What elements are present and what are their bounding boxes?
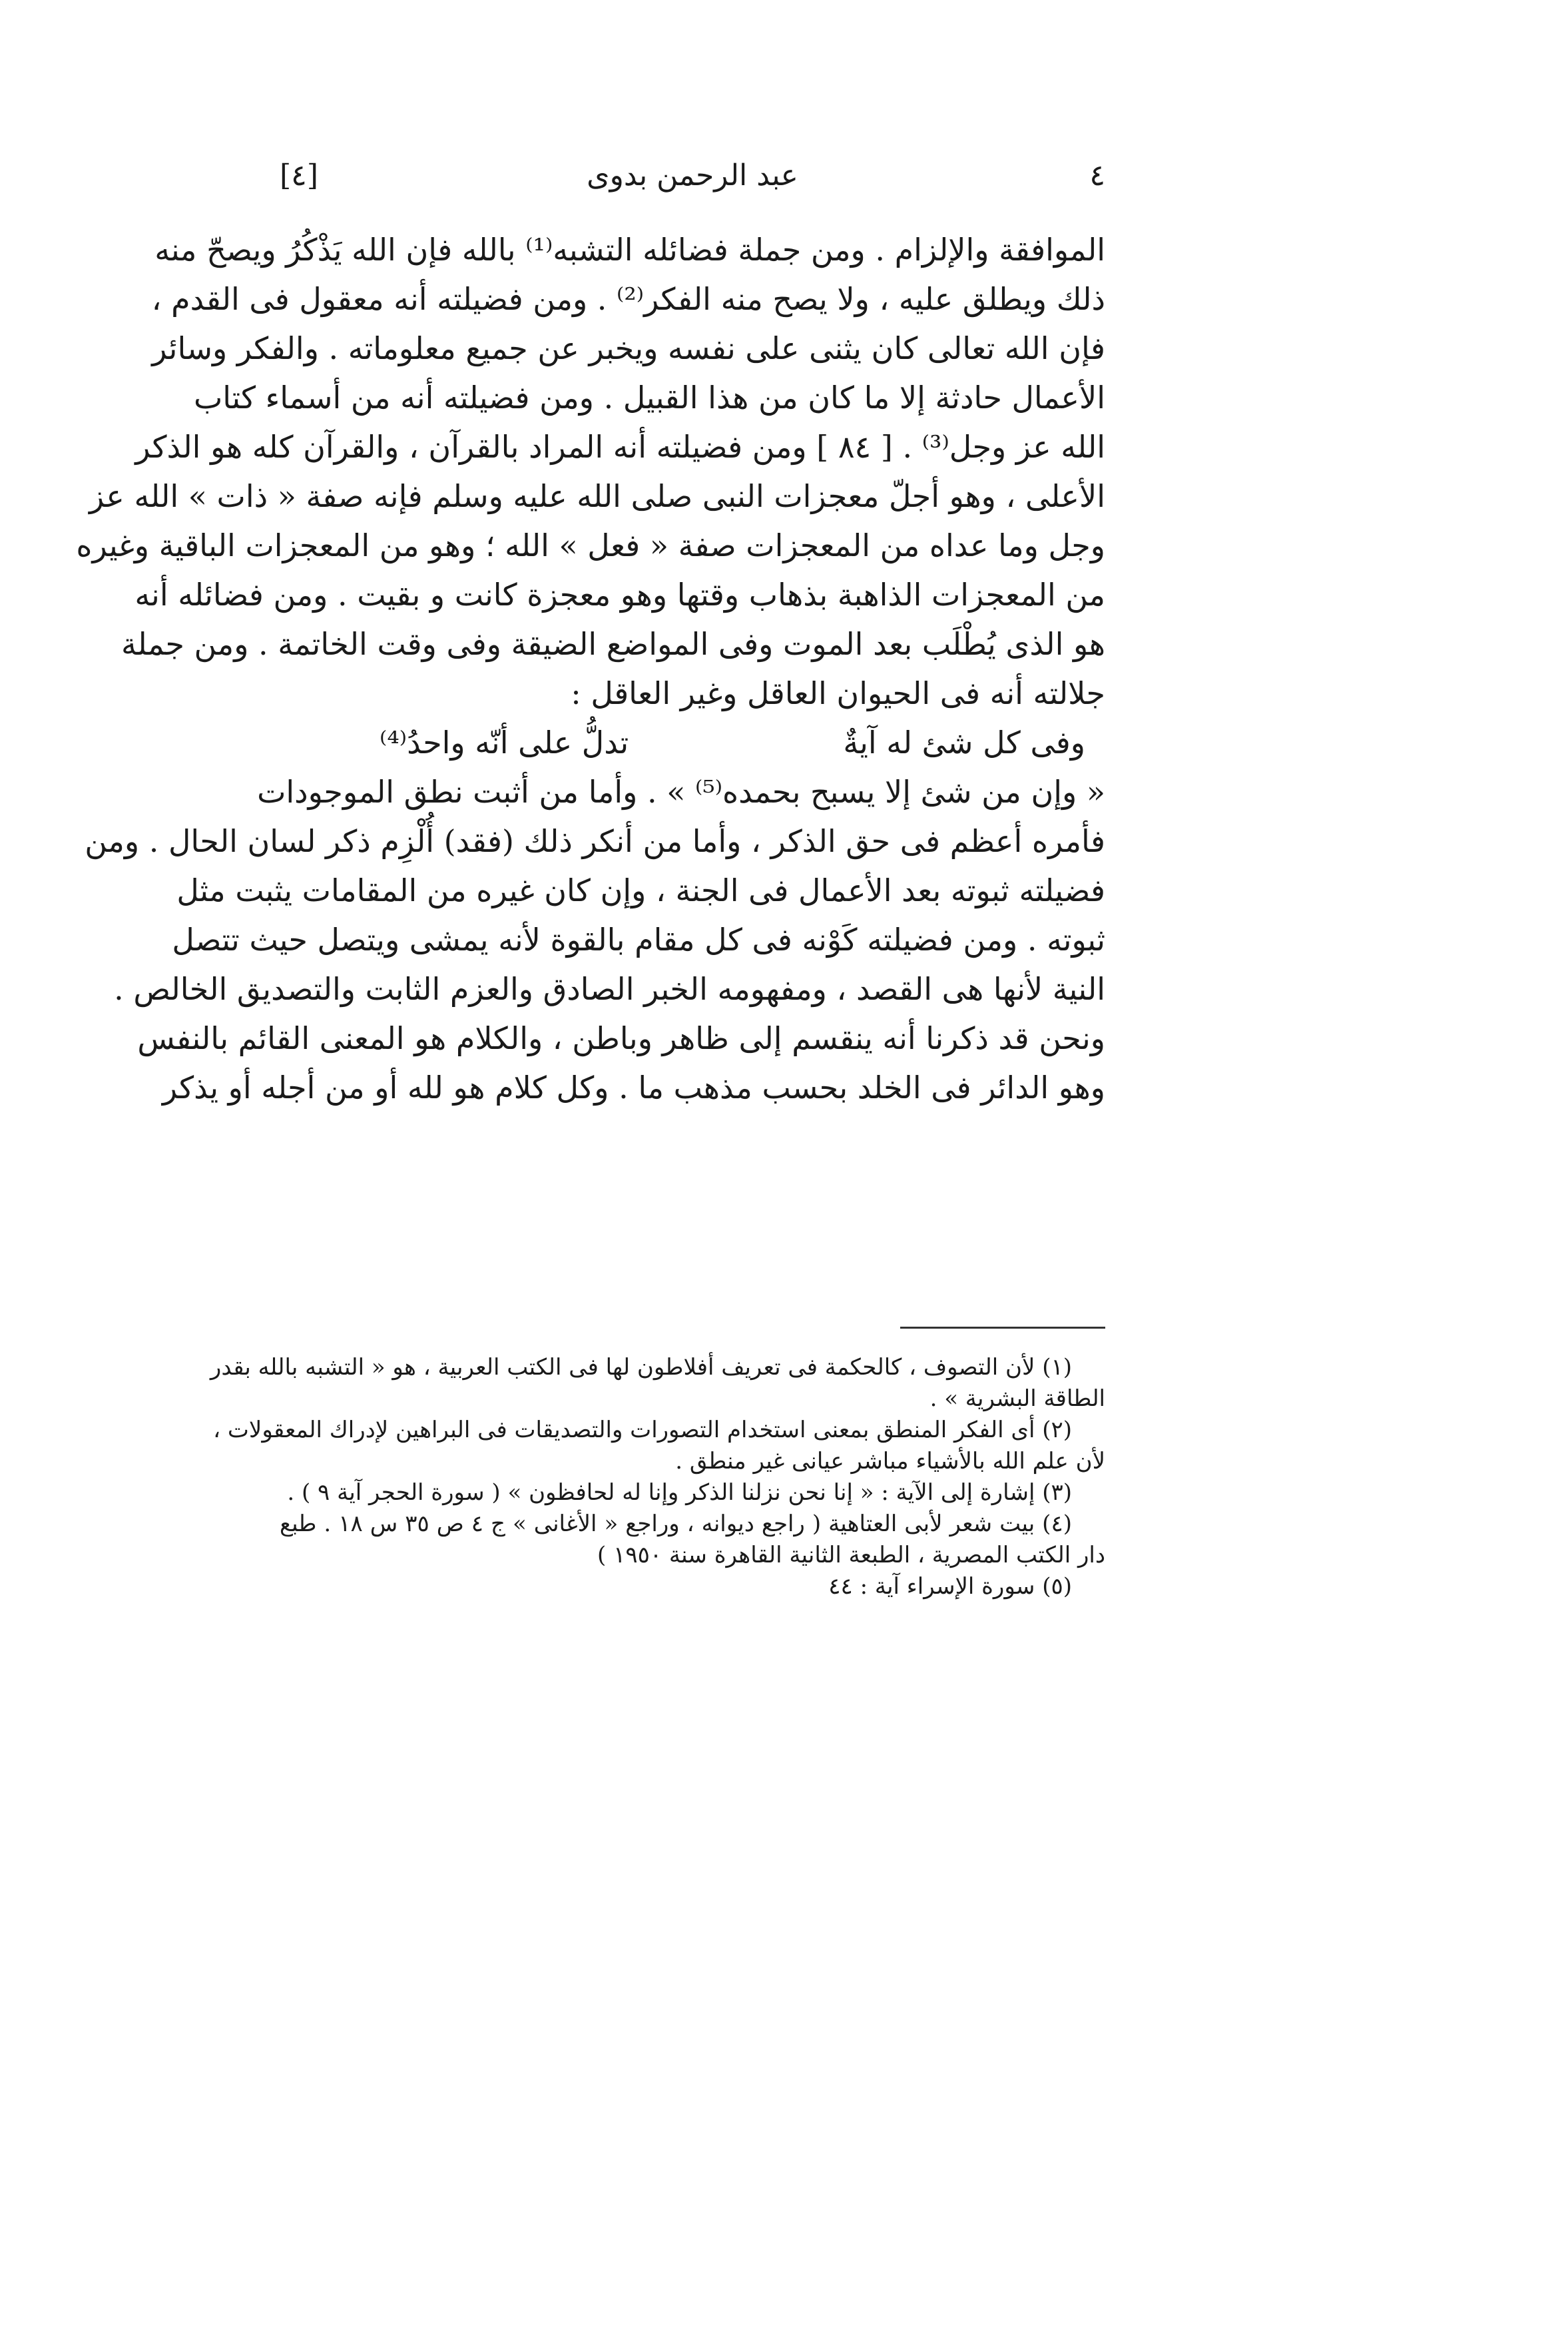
footnote-line: (٣) إشارة إلى الآية : « إنا نحن نزلنا الذكر وإنا له لحافظون » ( سورة الحجر آية ٩ ) . xyxy=(287,1479,1072,1506)
text-line: النية لأنها هى القصد ، ومفهومه الخبر الصادق والعزم الثابت والتصديق الخالص . xyxy=(114,971,1105,1007)
verse-first-hemistich: وفى كل شئ له آيةٌ xyxy=(843,725,1085,761)
poem-verse xyxy=(280,718,1105,767)
original-page-number: [٤] xyxy=(280,159,318,192)
text-line: فضيلته ثبوته بعد الأعمال فى الجنة ، وإن كان غيره من المقامات يثبت مثل xyxy=(176,872,1105,908)
footnote-line: (٢) أى الفكر المنطق بمعنى استخدام التصورات والتصديقات فى البراهين لإدراك المعقولات ، xyxy=(213,1417,1072,1443)
footnote-line: (٥) سورة الإسراء آية : ٤٤ xyxy=(828,1573,1072,1600)
text-line: وجل وما عداه من المعجزات صفة « فعل » الله ؛ وهو من المعجزات الباقية وغيره xyxy=(76,527,1105,563)
running-header xyxy=(280,159,1105,205)
verse-second-hemistich: تدلُّ على أنّه واحدُ⁽⁴⁾ xyxy=(380,725,629,761)
text-line: فأمره أعظم فى حق الذكر ، وأما من أنكر ذلك (فقد) أُلْزِم ذكر لسان الحال . ومن xyxy=(85,823,1105,859)
text-line: وهو الدائر فى الخلد بحسب مذهب ما . وكل كلام هو لله أو من أجله أو يذكر xyxy=(162,1070,1105,1106)
footnote-line: الطاقة البشرية » . xyxy=(929,1385,1105,1412)
text-line: جلالته أنه فى الحيوان العاقل وغير العاقل : xyxy=(571,675,1105,711)
footnote-line: (١) لأن التصوف ، كالحكمة فى تعريف أفلاطون لها فى الكتب العربية ، هو « التشبه بالله بقدر xyxy=(210,1354,1072,1381)
text-line: « وإن من شئ إلا يسبح بحمده⁽⁵⁾ » . وأما من أثبت نطق الموجودات xyxy=(257,774,1105,810)
main-text xyxy=(76,225,1105,1112)
text-line: هو الذى يُطْلَب بعد الموت وفى المواضع الضيقة وفى وقت الخاتمة . ومن جملة xyxy=(121,626,1105,662)
text-line: ثبوته . ومن فضيلته كَوْنه فى كل مقام بالقوة لأنه يمشى ويتصل حيث تتصل xyxy=(172,922,1105,958)
footnotes xyxy=(210,1352,1105,1602)
text-line: من المعجزات الذاهبة بذهاب وقتها وهو معجزة كانت و بقيت . ومن فضائله أنه xyxy=(134,577,1105,613)
footnote-divider xyxy=(900,1327,1105,1329)
text-line: ذلك ويطلق عليه ، ولا يصح منه الفكر⁽²⁾ . ومن فضيلته أنه معقول فى القدم ، xyxy=(151,281,1105,317)
footnote-line: (٤) بيت شعر لأبى العتاهية ( راجع ديوانه ، وراجع « الأغانى » ج ٤ ص ٣٥ س ١٨ . طبع xyxy=(280,1510,1072,1537)
footnote-line: دار الكتب المصرية ، الطبعة الثانية القاهرة سنة ١٩٥٠ ) xyxy=(597,1542,1105,1568)
text-line: الأعلى ، وهو أجلّ معجزات النبى صلى الله عليه وسلم فإنه صفة « ذات » الله عز xyxy=(89,478,1105,514)
footnote-line: لأن علم الله بالأشياء مباشر عيانى غير منطق . xyxy=(675,1448,1105,1475)
text-line: الأعمال حادثة إلا ما كان من هذا القبيل . ومن فضيلته أنه من أسماء كتاب xyxy=(193,380,1105,416)
page-number: ٤ xyxy=(1089,159,1105,192)
text-line: ونحن قد ذكرنا أنه ينقسم إلى ظاهر وباطن ، والكلام هو المعنى القائم بالنفس xyxy=(137,1020,1105,1056)
running-head-author: عبد الرحمن بدوى xyxy=(587,159,798,192)
text-line: الله عز وجل⁽³⁾ . [ ٨٤ ] ومن فضيلته أنه المراد بالقرآن ، والقرآن كله هو الذكر xyxy=(135,429,1105,465)
text-line: الموافقة والإلزام . ومن جملة فضائله التشبه⁽¹⁾ بالله فإن الله يَذْكُرُ ويصحّ منه xyxy=(154,232,1105,268)
text-line: فإن الله تعالى كان يثنى على نفسه ويخبر عن جميع معلوماته . والفكر وسائر xyxy=(152,330,1105,366)
